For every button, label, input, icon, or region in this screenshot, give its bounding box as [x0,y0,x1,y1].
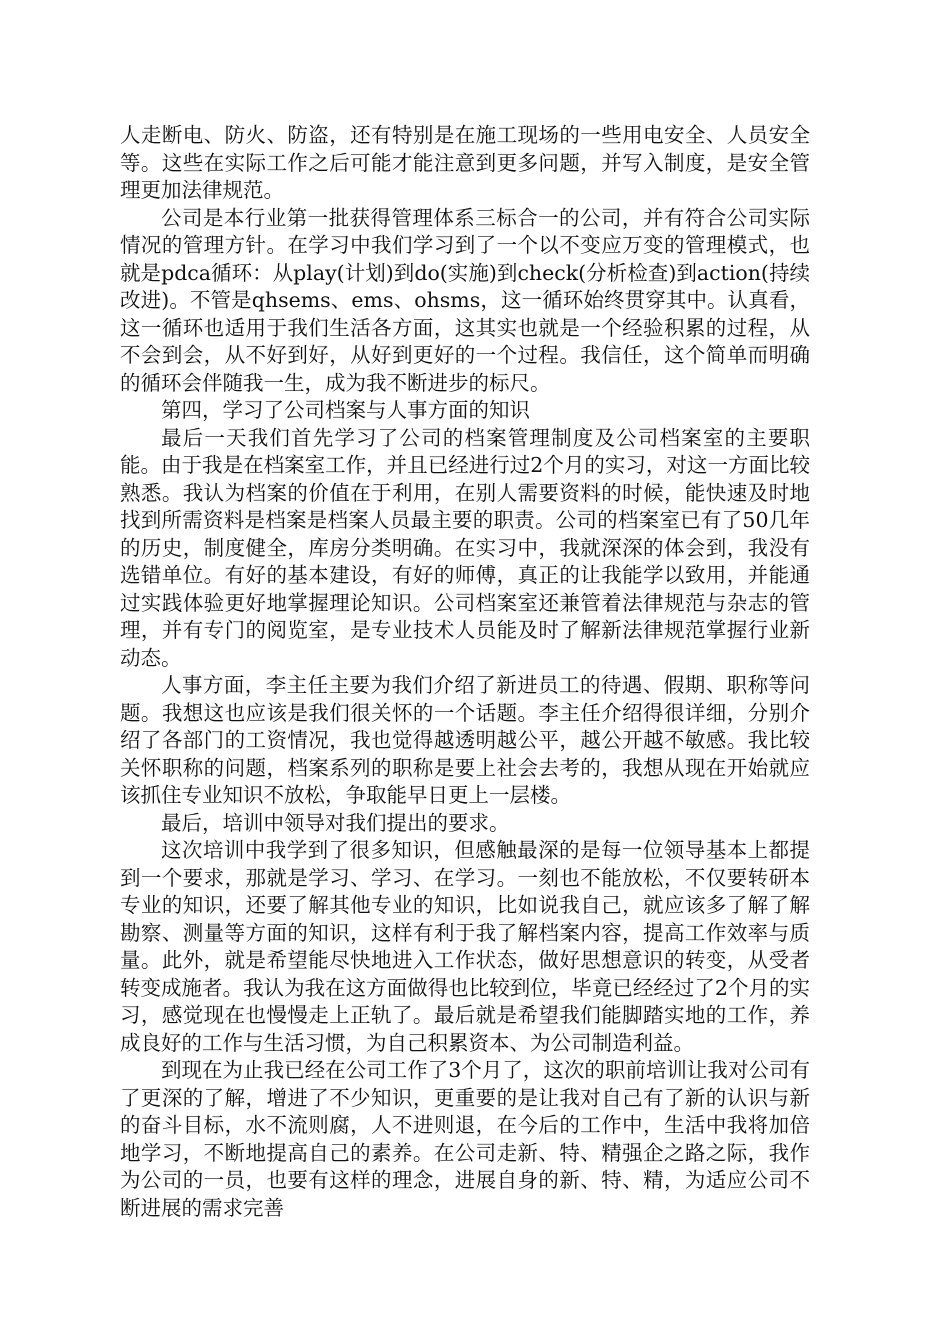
paragraph: 这次培训中我学到了很多知识，但感触最深的是每一位领导基本上都提到一个要求，那就是学习、学习、在学习。一刻也不能放松，不仅要转研本专业的知识，还要了解其他专业的知识，比如说我自己，就应该多了解了解勘察、测量等方面的知识，这样有利于我了解档案内容，提高工作效率与质量。此外，就是希望能尽快地进入工作状态，做好思想意识的转变，从受者转变成施者。我认为我在这方面做得也比较到位，毕竟已经经过了2个月的实习，感觉现在也慢慢走上正轨了。最后就是希望我们能脚踏实地的工作，养成良好的工作与生活习惯，为自己积累资本、为公司制造利益。 [120,838,810,1055]
paragraph: 人走断电、防火、防盗，还有特别是在施工现场的一些用电安全、人员安全等。这些在实际工作之后可能才能注意到更多问题，并写入制度，是安全管理更加法律规范。 [120,123,810,202]
paragraph: 到现在为止我已经在公司工作了3个月了，这次的职前培训让我对公司有了更深的了解，增进了不少知识，更重要的是让我对自己有了新的认识与新的奋斗目标，水不流则腐，人不进则退，在今后的工作中，生活中我将加倍地学习，不断地提高自己的素养。在公司走新、特、精强企之路之际，我作为公司的一员，也要有这样的理念，进展自身的新、特、精，为适应公司不断进展的需求完善 [120,1058,810,1220]
document-page [120,122,810,1222]
paragraph: 公司是本行业第一批获得管理体系三标合一的公司，并有符合公司实际情况的管理方针。在学习中我们学习到了一个以不变应万变的管理模式，也就是pdca循环：从play(计划)到do(实施)到check(分析检查)到action(持续改进)。不管是qhsems、ems、ohsms，这一循环始终贯穿其中。认真看，这一循环也适用于我们生活各方面，这其实也就是一个经验积累的过程，从不会到会，从不好到好，从好到更好的一个过程。我信任，这个简单而明确的循环会伴随我一生，成为我不断进步的标尺。 [120,205,810,395]
paragraph: 最后一天我们首先学习了公司的档案管理制度及公司档案室的主要职能。由于我是在档案室工作，并且已经进行过2个月的实习，对这一方面比较熟悉。我认为档案的价值在于利用，在别人需要资料的时候，能快速及时地找到所需资料是档案是档案人员最主要的职责。公司的档案室已有了50几年的历史，制度健全，库房分类明确。在实习中，我就深深的体会到，我没有选错单位。有好的基本建设，有好的师傅，真正的让我能学以致用，并能通过实践体验更好地掌握理论知识。公司档案室还兼管着法律规范与杂志的管理，并有专门的阅览室，是专业技术人员能及时了解新法律规范掌握行业新动态。 [120,425,810,670]
section-heading: 第四，学习了公司档案与人事方面的知识 [161,398,530,422]
paragraph: 人事方面，李主任主要为我们介绍了新进员工的待遇、假期、职称等问题。我想这也应该是我们很关怀的一个话题。李主任介绍得很详细，分别介绍了各部门的工资情况，我也觉得越透明越公平，越公开越不敏感。我比较关怀职称的问题，档案系列的职称是要上社会去考的，我想从现在开始就应该抓住专业知识不放松，争取能早日更上一层楼。 [120,673,810,807]
section-heading: 最后，培训中领导对我们提出的要求。 [161,810,510,835]
